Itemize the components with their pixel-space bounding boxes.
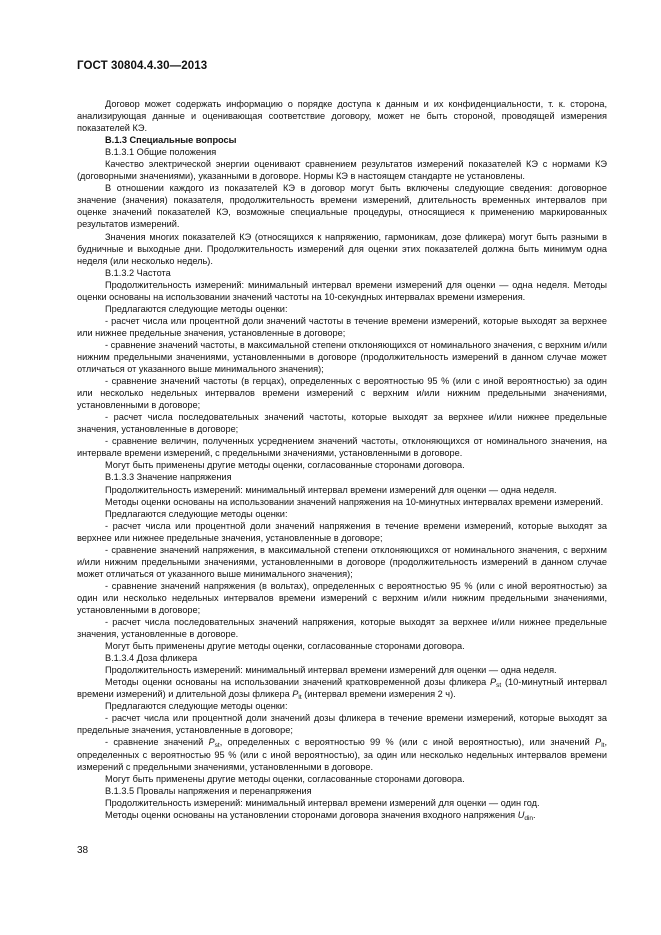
paragraph-flicker-methods (77, 676, 607, 700)
text-run: , определенных с вероятностью 95 % (или с иной вероятностью), за один или несколько недельных интервалов времени измерений с предельными значениями, установленными в договоре. (77, 737, 607, 772)
text-run: - сравнение значений (105, 737, 209, 748)
page-number: 38 (77, 845, 89, 856)
symbol-p: P (490, 677, 497, 688)
list-item-flicker-compare (77, 736, 607, 772)
paragraph: Качество электрической энергии оценивают сравнением результатов измерений показателей КЭ с нормами КЭ (договорными значениями), указанными в договоре. Нормы КЭ в настоящем стандарте не установлены. (77, 159, 607, 182)
list-item: - сравнение значений напряжения (в вольтах), определенных с вероятностью 95 % (или с иной вероятностью) за один или несколько недельных интервалов времени измерений с верхним и/или нижним предельными значениями, установленными в договоре; (77, 580, 607, 615)
symbol-subscript: st (214, 742, 220, 750)
paragraph: Значения многих показателей КЭ (относящихся к напряжению, гармоникам, дозе фликера) могут быть разными в будничные и выходные дни. Продолжительность измерений для оценки этих показателей должна быть минимум одна неделя (или несколько недель). (77, 231, 607, 266)
paragraph: Продолжительность измерений: минимальный интервал времени измерений для оценки — одна неделя. Методы оценки основаны на использовании значений частоты на 10-секундных интервалах времени измерения. (77, 279, 607, 302)
paragraph: Продолжительность измерений: минимальный интервал времени измерений для оценки — один год. (105, 797, 540, 808)
subsection-heading: B.1.3.5 Провалы напряжения и перенапряжения (105, 785, 312, 796)
list-item: - расчет числа последовательных значений частоты, которые выходят за верхнее и/или нижнее предельные значения, установленные в договоре; (77, 412, 607, 435)
paragraph: Предлагаются следующие методы оценки: (105, 701, 288, 712)
text-run: Методы оценки основаны на использовании значений кратковременной дозы фликера (105, 677, 491, 688)
symbol-p: P (292, 689, 299, 700)
list-item: - сравнение значений напряжения, в максимальной степени отклоняющихся от номинального значения, с верхним и/или нижним предельными значениями, установленными в договоре (продолжительность измерений в данном случае может отличаться от указанного выше минимального значения); (77, 544, 607, 579)
text-run: , определенных с вероятностью 99 % (или с иной вероятностью), или значений (219, 737, 596, 748)
symbol-p: P (595, 737, 602, 748)
paragraph: Могут быть применены другие методы оценки, согласованные сторонами договора. (105, 641, 465, 652)
paragraph: Предлагаются следующие методы оценки: (105, 508, 288, 519)
subsection-heading: B.1.3.1 Общие положения (105, 147, 217, 158)
symbol-p: P (208, 737, 215, 748)
text-run: (интервал времени измерения 2 ч). (301, 689, 456, 700)
list-item: - расчет числа или процентной доли значений напряжения в течение времени измерений, которые выходят за верхнее или нижнее предельные значения, установленные в договоре; (77, 520, 607, 543)
symbol-subscript: st (496, 682, 502, 690)
document-header-id: ГОСТ 30804.4.30—2013 (77, 60, 208, 72)
text-run: . (533, 809, 536, 820)
symbol-u: U (517, 809, 525, 820)
paragraph-udin (77, 809, 607, 821)
subsection-heading: B.1.3.2 Частота (105, 267, 171, 278)
section-heading: B.1.3 Специальные вопросы (105, 135, 237, 146)
symbol-subscript: lt (298, 694, 302, 702)
paragraph: Могут быть применены другие методы оценки, согласованные сторонами договора. (105, 773, 465, 784)
paragraph: Продолжительность измерений: минимальный интервал времени измерений для оценки — одна неделя. (105, 484, 557, 495)
paragraph: Могут быть применены другие методы оценки, согласованные сторонами договора. (105, 460, 465, 471)
subsection-heading: B.1.3.3 Значение напряжения (105, 472, 232, 483)
paragraph: Продолжительность измерений: минимальный интервал времени измерений для оценки — одна неделя. (105, 665, 557, 676)
symbol-subscript: lt (601, 742, 605, 750)
paragraph: Методы оценки основаны на использовании значений напряжения на 10-минутных интервалах времени измерений. (105, 496, 604, 507)
list-item: - сравнение величин, полученных усреднением значений частоты, отклоняющихся от номинального значения, на интервале времени измерений, с предельными значениями, установленными в договоре. (77, 436, 607, 459)
list-item: - сравнение значений частоты, в максимальной степени отклоняющихся от номинального значения, с верхним и/или нижним предельными значениями, установленными в договоре (продолжительность измерений в данном случае может отличаться от указанного выше минимального значения); (77, 339, 607, 375)
document-body (77, 98, 607, 821)
paragraph: В отношении каждого из показателей КЭ в договор могут быть включены следующие сведения: договорное значение (значения) показателя, продолжительность времени измерений, длительность временных интервалов при оценке значений показателей КЭ, возможные специальные процедуры, относящиеся к применению маркированных результатов измерений. (77, 183, 607, 230)
list-item: - расчет числа или процентной доли значений частоты в течение времени измерений, которые выходят за верхнее или нижнее предельные значения, установленные в договоре; (77, 315, 607, 338)
list-item: - сравнение значений частоты (в герцах), определенных с вероятностью 95 % (или с иной вероятностью) за один или несколько недельных интервалов времени измерений с верхним и/или нижним предельными значениями, установленными в договоре; (77, 376, 607, 411)
text-run: (10-минутный интервал времени измерений) и длительной дозы фликера (77, 677, 607, 700)
paragraph: Предлагаются следующие методы оценки: (105, 303, 288, 314)
list-item: - расчет числа или процентной доли значений дозы фликера в течение времени измерений, которые выходят за предельные значения, установленные в договоре; (77, 713, 607, 736)
list-item: - расчет числа последовательных значений напряжения, которые выходят за верхнее и/или нижнее предельные значения, установленные в договоре. (77, 617, 607, 640)
symbol-subscript: din (524, 814, 534, 822)
subsection-heading: B.1.3.4 Доза фликера (105, 653, 198, 664)
text-run: Методы оценки основаны на установлении сторонами договора значения входного напряжения (105, 809, 518, 820)
paragraph: Договор может содержать информацию о порядке доступа к данным и их конфиденциальности, т. к. сторона, анализирующая данные и оценивающая соответствие договору, может не быть стороной, проводящей измерения показателей КЭ. (77, 99, 607, 134)
